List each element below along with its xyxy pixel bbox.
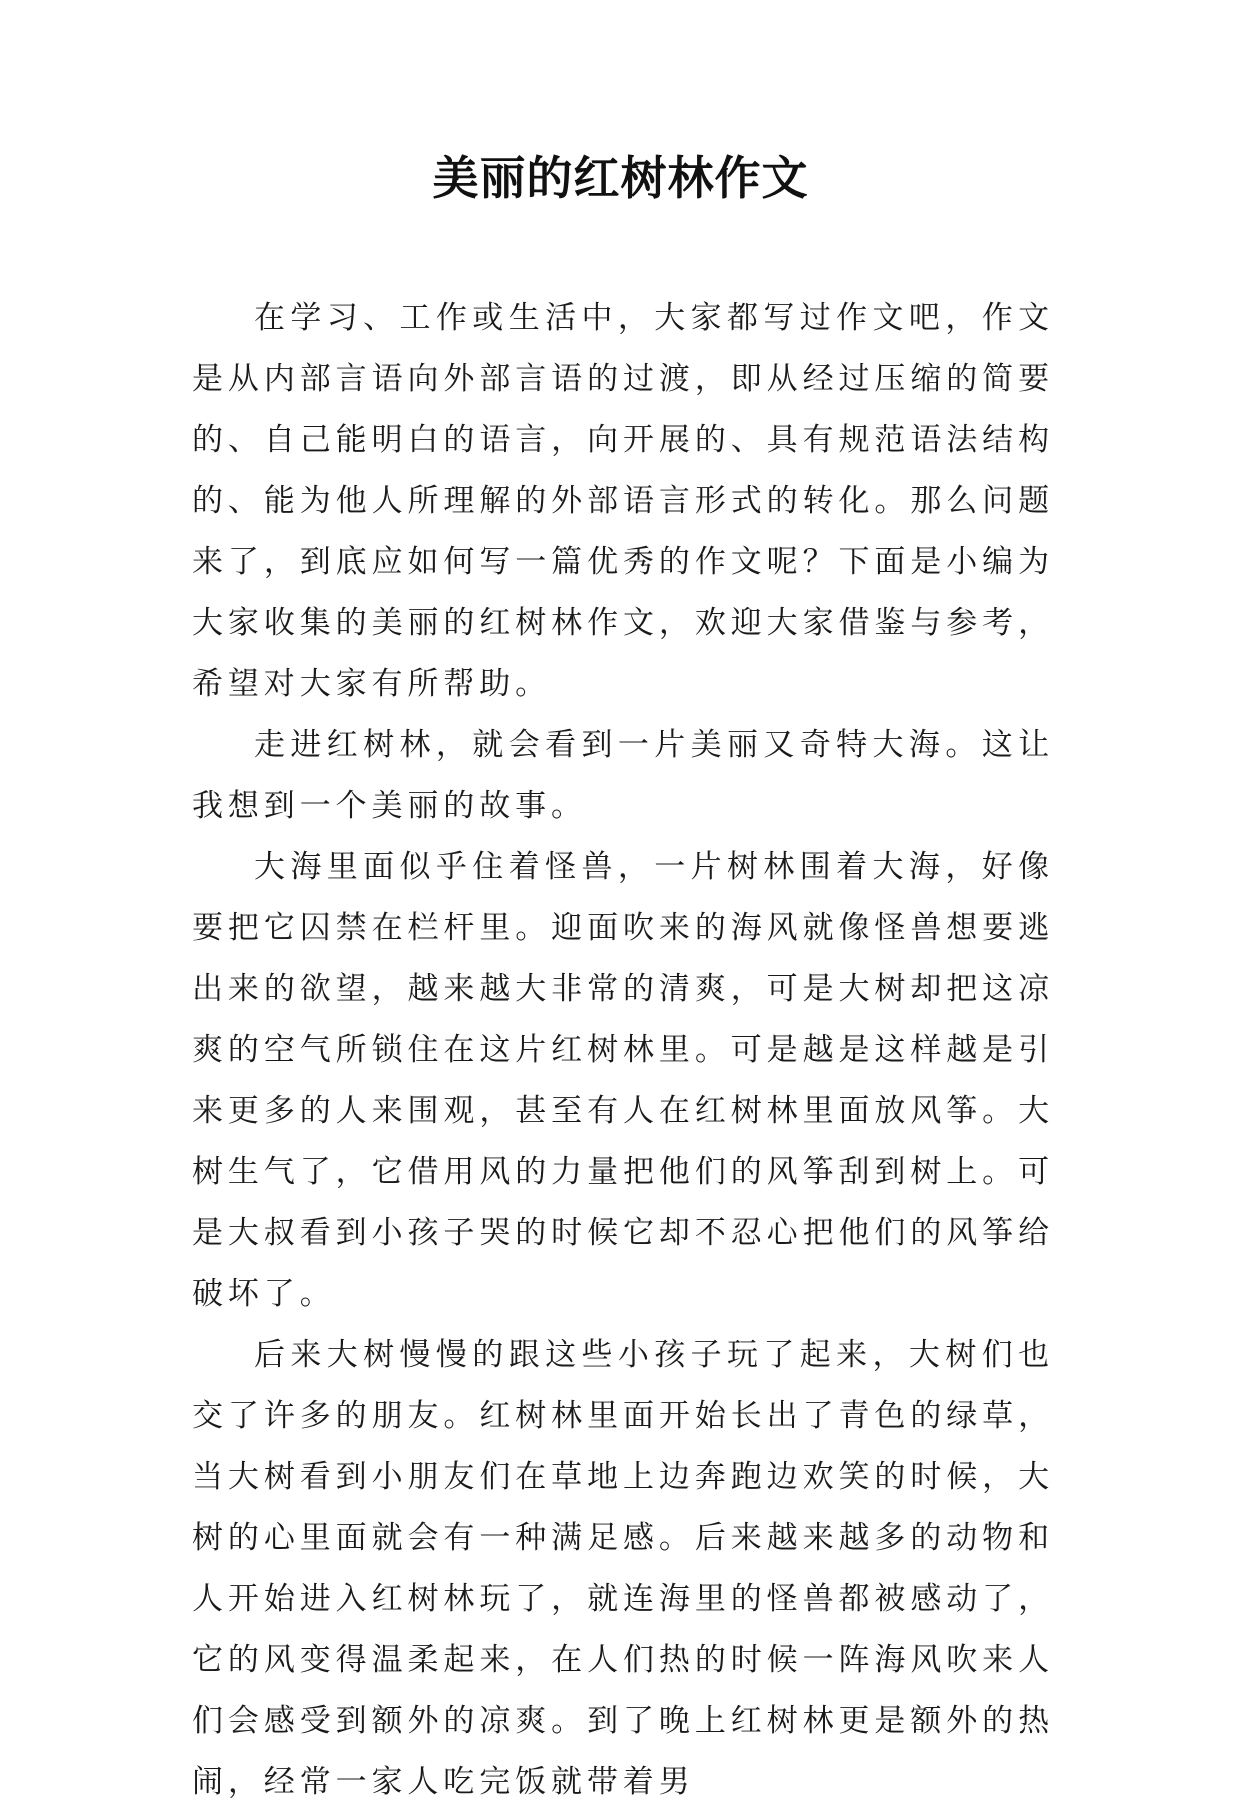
document-body (192, 288, 1054, 1813)
paragraph-2: 走进红树林，就会看到一片美丽又奇特大海。这让我想到一个美丽的故事。 (192, 727, 1054, 824)
document-title: 美丽的红树林作文 (432, 151, 809, 205)
paragraph-intro: 在学习、工作或生活中，大家都写过作文吧，作文是从内部言语向外部言语的过渡，即从经过压缩的简要的、自己能明白的语言，向开展的、具有规范语法结构的、能为他人所理解的外部语言形式的转化。那么问题来了，到底应如何写一篇优秀的作文呢？下面是小编为大家收集的美丽的红树林作文，欢迎大家借鉴与参考，希望对大家有所帮助。 (192, 300, 1054, 702)
paragraph-3: 大海里面似乎住着怪兽，一片树林围着大海，好像要把它囚禁在栏杆里。迎面吹来的海风就像怪兽想要逃出来的欲望，越来越大非常的清爽，可是大树却把这凉爽的空气所锁住在这片红树林里。可是越是这样越是引来更多的人来围观，甚至有人在红树林里面放风筝。大树生气了，它借用风的力量把他们的风筝刮到树上。可是大叔看到小孩子哭的时候它却不忍心把他们的风筝给破坏了。 (192, 849, 1054, 1312)
paragraph-4: 后来大树慢慢的跟这些小孩子玩了起来，大树们也交了许多的朋友。红树林里面开始长出了青色的绿草，当大树看到小朋友们在草地上边奔跑边欢笑的时候，大树的心里面就会有一种满足感。后来越来越多的动物和人开始进入红树林玩了，就连海里的怪兽都被感动了，它的风变得温柔起来，在人们热的时候一阵海风吹来人们会感受到额外的凉爽。到了晚上红树林更是额外的热闹，经常一家人吃完饭就带着男 (192, 1337, 1054, 1800)
